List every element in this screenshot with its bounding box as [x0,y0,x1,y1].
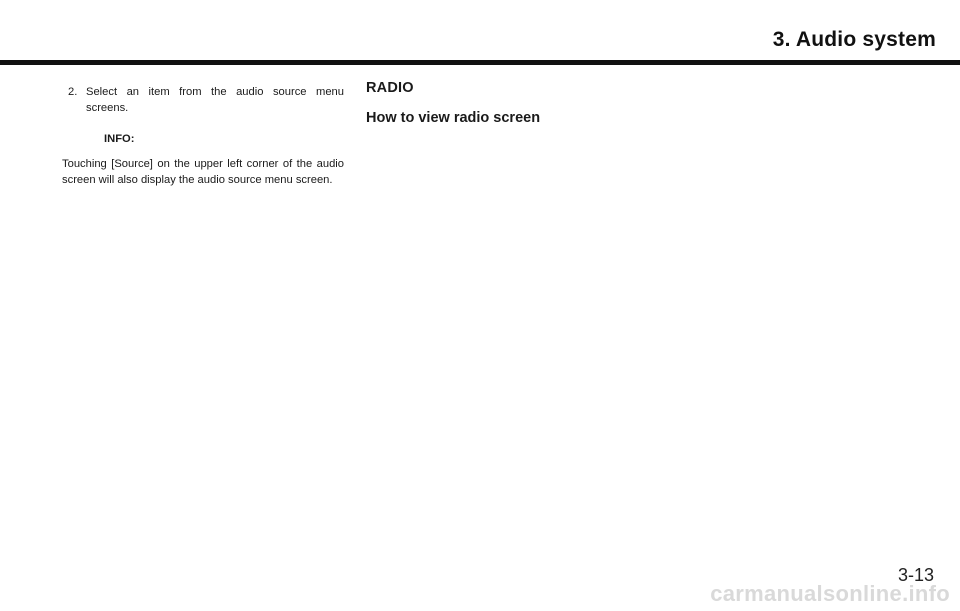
page-number: 3-13 [897,565,934,585]
watermark: carmanualsonline.info [710,581,950,606]
left-column [62,84,344,188]
info-text: Touching [Source] on the upper left corner of the audio screen will also display the audio source menu screen. [62,158,344,186]
step-number: 2. [68,86,78,98]
header-rule [0,60,960,65]
step-item [62,84,344,116]
section-title: RADIO [366,80,414,96]
sub-section-title: How to view radio screen [366,110,541,126]
info-label: INFO: [104,133,135,145]
right-column [366,80,666,126]
chapter-title: 3. Audio system [772,28,936,51]
step-text: Select an item from the audio source menu screens. [86,86,344,114]
